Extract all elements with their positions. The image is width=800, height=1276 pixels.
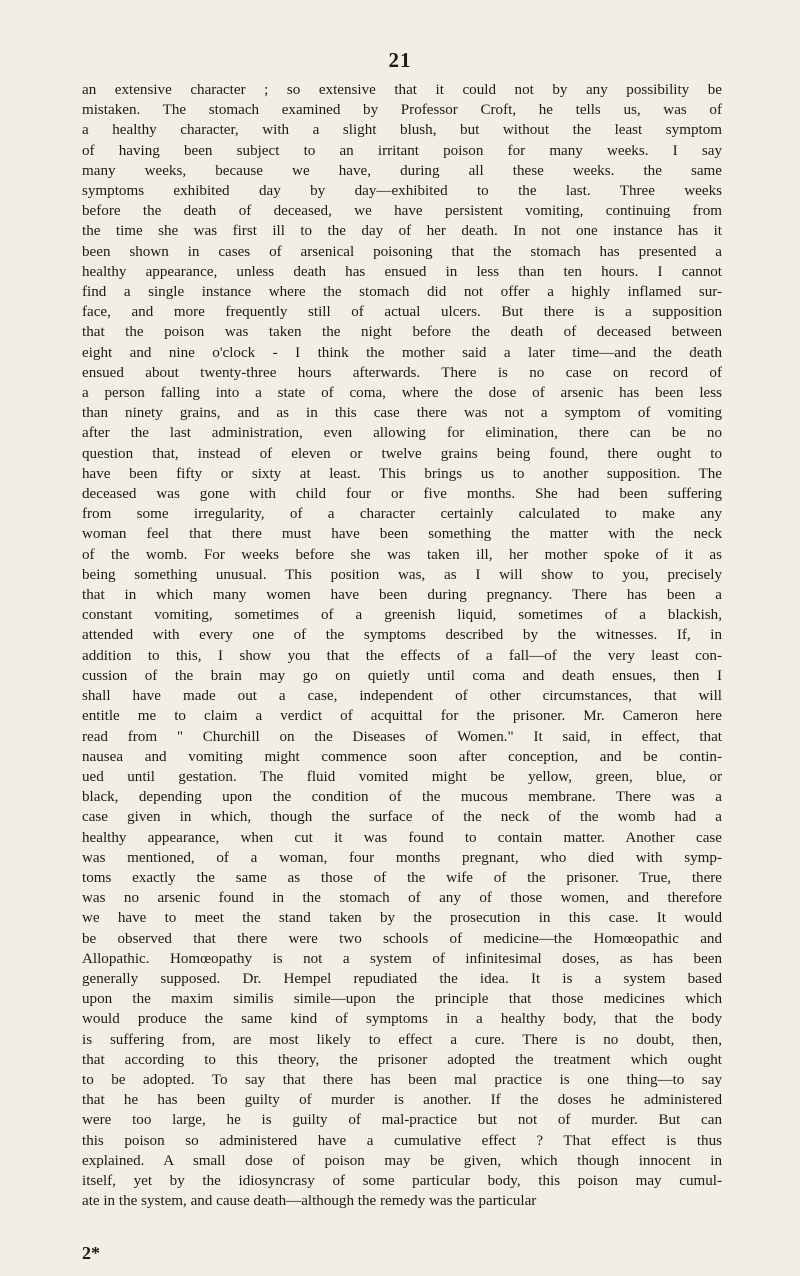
text-line: many weeks, because we have, during all these weeks. the same bbox=[82, 162, 722, 179]
text-line: question that, instead of eleven or twelve grains being found, there ought to bbox=[82, 445, 722, 462]
text-line: a person falling into a state of coma, where the dose of arsenic has been less bbox=[82, 385, 722, 402]
text-line: constant vomiting, sometimes of a greenish liquid, sometimes of a blackish, bbox=[82, 607, 722, 624]
text-line: find a single instance where the stomach did not offer a highly inflamed sur- bbox=[82, 284, 722, 301]
text-line: shall have made out a case, independent of other circumstances, that will bbox=[82, 688, 722, 705]
page-number: 21 bbox=[388, 48, 412, 72]
text-line: ate in the system, and cause death—although the remedy was the particular bbox=[82, 1193, 537, 1210]
text-line: woman feel that there must have been something the matter with the neck bbox=[82, 526, 722, 543]
body-text bbox=[82, 80, 722, 1211]
text-line: nausea and vomiting might commence soon after conception, and be contin- bbox=[82, 748, 722, 765]
text-line: been shown in cases of arsenical poisoning that the stomach has presented a bbox=[82, 243, 722, 260]
text-line: healthy appearance, unless death has ensued in less than ten hours. I cannot bbox=[82, 263, 722, 280]
text-line: the time she was first ill to the day of her death. In not one instance has it bbox=[82, 223, 722, 240]
text-line: than ninety grains, and as in this case there was not a symptom of vomiting bbox=[82, 405, 722, 422]
text-line: upon the maxim similis simile—upon the principle that those medicines which bbox=[82, 991, 722, 1008]
text-line: would produce the same kind of symptoms in a healthy body, that the body bbox=[82, 1011, 722, 1028]
text-line: read from " Churchill on the Diseases of Women." It said, in effect, that bbox=[82, 728, 722, 745]
text-line: eight and nine o'clock - I think the mother said a later time—and the death bbox=[82, 344, 722, 361]
text-line: attended with every one of the symptoms described by the witnesses. If, in bbox=[82, 627, 722, 644]
text-line: that he has been guilty of murder is another. If the doses he administered bbox=[82, 1092, 722, 1109]
text-line: generally supposed. Dr. Hempel repudiated the idea. It is a system based bbox=[82, 970, 722, 987]
text-line: toms exactly the same as those of the wife of the prisoner. True, there bbox=[82, 869, 722, 886]
text-line: is suffering from, are most likely to effect a cure. There is no doubt, then, bbox=[82, 1031, 722, 1048]
text-line: was no arsenic found in the stomach of any of those women, and therefore bbox=[82, 890, 722, 907]
text-line: to be adopted. To say that there has been mal practice is one thing—to say bbox=[82, 1071, 722, 1088]
text-line: mistaken. The stomach examined by Professor Croft, he tells us, was of bbox=[82, 102, 722, 119]
text-line: cussion of the brain may go on quietly until coma and death ensues, then I bbox=[82, 667, 722, 684]
text-line: was mentioned, of a woman, four months pregnant, who died with symp- bbox=[82, 849, 722, 866]
text-line: ued until gestation. The fluid vomited might be yellow, green, blue, or bbox=[82, 768, 722, 785]
text-line: addition to this, I show you that the effects of a fall—of the very least con- bbox=[82, 647, 722, 664]
text-line: symptoms exhibited day by day—exhibited to the last. Three weeks bbox=[82, 183, 722, 200]
text-line: were too large, he is guilty of mal-practice but not of murder. But can bbox=[82, 1112, 722, 1129]
text-line: Allopathic. Homœopathy is not a system of infinitesimal doses, as has been bbox=[82, 950, 722, 967]
text-line: of having been subject to an irritant poison for many weeks. I say bbox=[82, 142, 722, 159]
text-line: black, depending upon the condition of the mucous membrane. There was a bbox=[82, 789, 722, 806]
text-line: itself, yet by the idiosyncrasy of some particular body, this poison may cumul- bbox=[82, 1172, 722, 1189]
text-line: that in which many women have been during pregnancy. There has been a bbox=[82, 587, 722, 604]
text-line: entitle me to claim a verdict of acquittal for the prisoner. Mr. Cameron here bbox=[82, 708, 722, 725]
text-line: that according to this theory, the prisoner adopted the treatment which ought bbox=[82, 1051, 722, 1068]
text-line: face, and more frequently still of actual ulcers. But there is a supposition bbox=[82, 304, 722, 321]
text-line: deceased was gone with child four or five months. She had been suffering bbox=[82, 486, 722, 503]
text-line: this poison so administered have a cumulative effect ? That effect is thus bbox=[82, 1132, 722, 1149]
text-line: being something unusual. This position was, as I will show to you, precisely bbox=[82, 566, 722, 583]
text-line: be observed that there were two schools of medicine—the Homœopathic and bbox=[82, 930, 722, 947]
text-line: case given in which, though the surface of the neck of the womb had a bbox=[82, 809, 722, 826]
text-line: that the poison was taken the night before the death of deceased between bbox=[82, 324, 722, 341]
text-line: an extensive character ; so extensive that it could not by any possibility be bbox=[82, 82, 722, 98]
text-line: we have to meet the stand taken by the prosecution in this case. It would bbox=[82, 910, 722, 927]
text-line: from some irregularity, of a character certainly calculated to make any bbox=[82, 506, 722, 523]
text-line: healthy appearance, when cut it was found to contain matter. Another case bbox=[82, 829, 722, 846]
signature-mark: 2* bbox=[82, 1243, 100, 1263]
text-line: after the last administration, even allowing for elimination, there can be no bbox=[82, 425, 722, 442]
text-line: a healthy character, with a slight blush, but without the least symptom bbox=[82, 122, 722, 139]
text-line: of the womb. For weeks before she was taken ill, her mother spoke of it as bbox=[82, 546, 722, 563]
text-line: explained. A small dose of poison may be given, which though innocent in bbox=[82, 1152, 722, 1169]
text-line: before the death of deceased, we have persistent vomiting, continuing from bbox=[82, 203, 722, 220]
text-line: have been fifty or sixty at least. This brings us to another supposition. The bbox=[82, 465, 722, 482]
text-line: ensued about twenty-three hours afterwards. There is no case on record of bbox=[82, 364, 722, 381]
